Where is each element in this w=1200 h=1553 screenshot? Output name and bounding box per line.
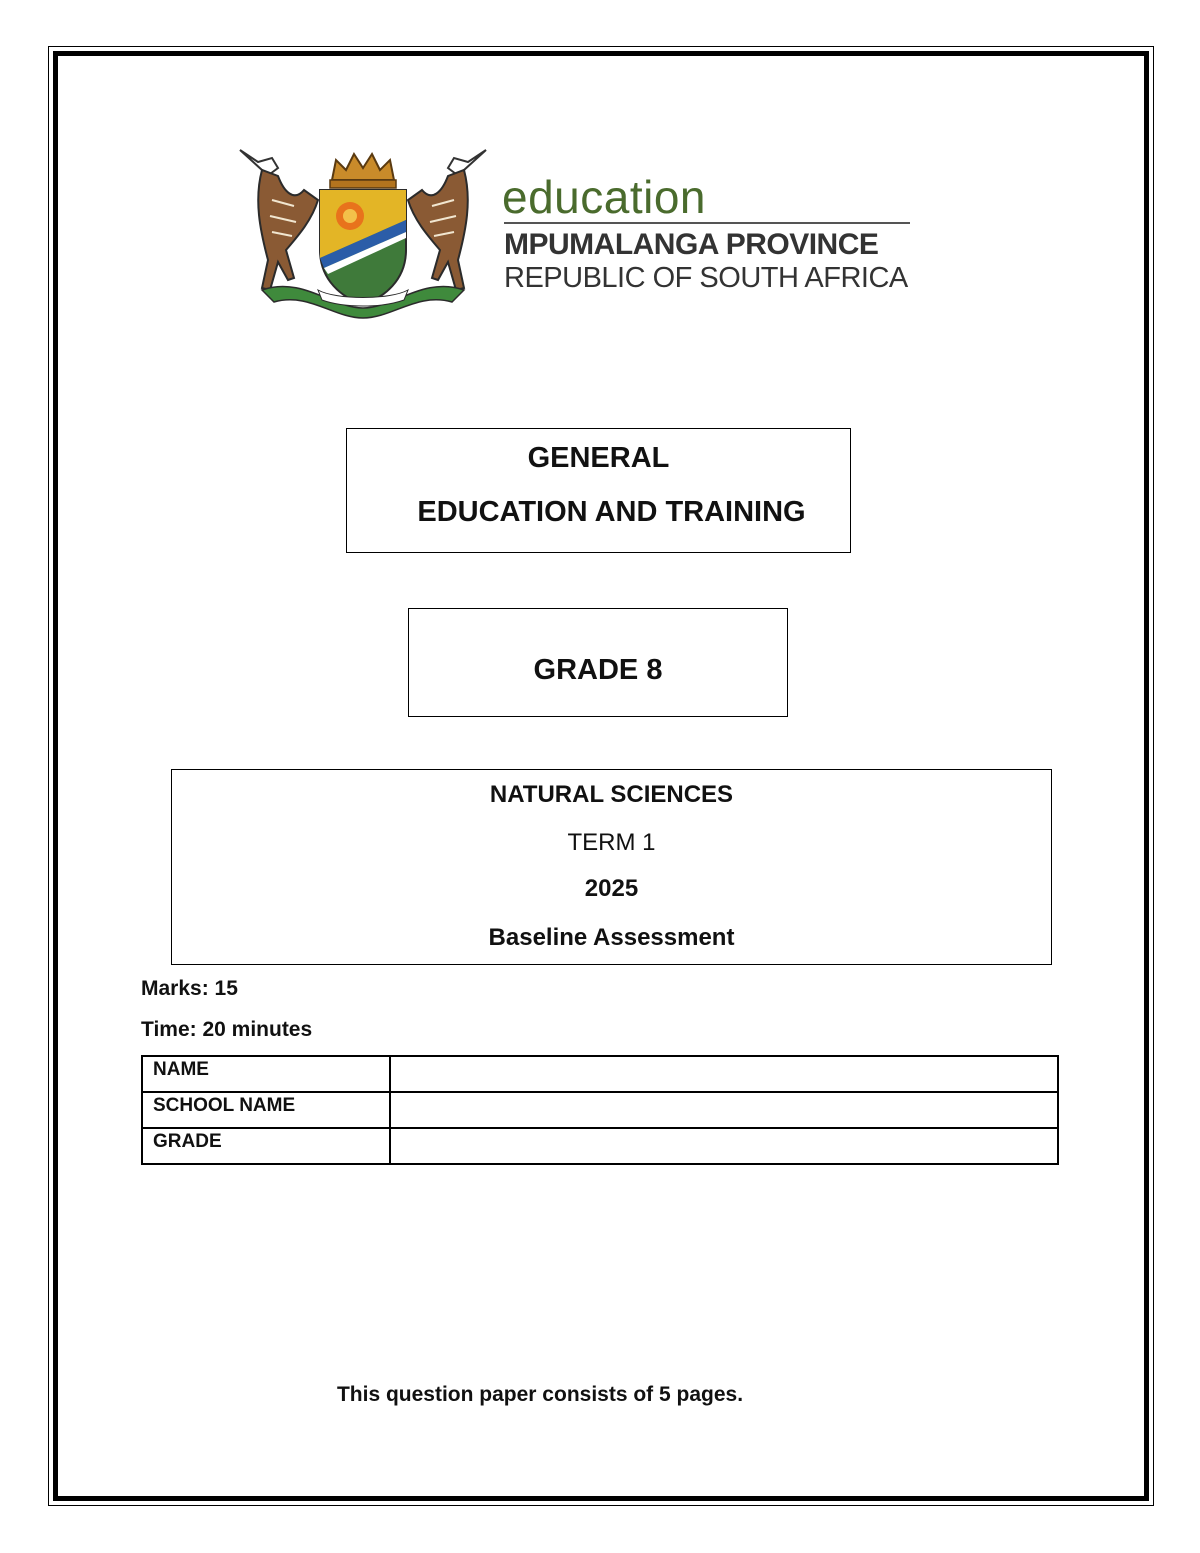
row-label-name: NAME (142, 1056, 390, 1092)
coat-of-arms-icon (232, 140, 494, 320)
year-label: 2025 (584, 875, 639, 902)
logo-province: MPUMALANGA PROVINCE (504, 228, 879, 261)
grade-label: GRADE 8 (533, 654, 663, 686)
grade-box (408, 608, 788, 717)
phase-box (346, 428, 851, 553)
marks-label: Marks: 15 (141, 977, 238, 1000)
phase-line-education-training: EDUCATION AND TRAINING (417, 496, 806, 528)
logo-education-word: education (502, 171, 706, 223)
crown-icon (330, 154, 396, 188)
school-name-field[interactable] (390, 1092, 1058, 1128)
table-row (142, 1056, 1058, 1092)
table-row (142, 1128, 1058, 1164)
logo-republic: REPUBLIC OF SOUTH AFRICA (504, 262, 908, 294)
subject-title: NATURAL SCIENCES (489, 781, 734, 808)
phase-line-general: GENERAL (527, 442, 670, 474)
time-label: Time: 20 minutes (141, 1018, 313, 1041)
term-label: TERM 1 (567, 829, 656, 856)
right-kudu-supporter (408, 150, 486, 290)
grade-field[interactable] (390, 1128, 1058, 1164)
assessment-type: Baseline Assessment (488, 924, 735, 951)
shield-icon (320, 190, 406, 304)
pages-note: This question paper consists of 5 pages. (336, 1383, 744, 1406)
left-kudu-supporter (240, 150, 318, 290)
row-label-grade: GRADE (142, 1128, 390, 1164)
row-label-school-name: SCHOOL NAME (142, 1092, 390, 1128)
logo-divider (504, 222, 910, 224)
subject-box (171, 769, 1052, 965)
learner-details-table (141, 1055, 1059, 1165)
table-row (142, 1092, 1058, 1128)
name-field[interactable] (390, 1056, 1058, 1092)
